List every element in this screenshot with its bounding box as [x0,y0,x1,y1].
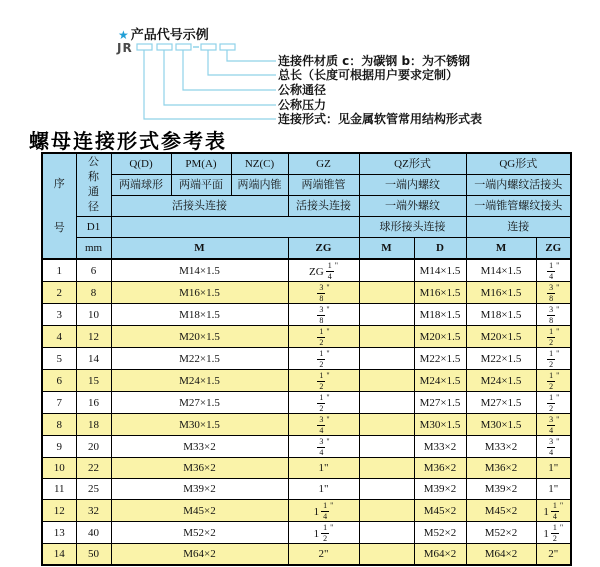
header-desc-nzc: 两端内锥 [231,175,288,196]
cell-m-thread: M33×2 [111,436,288,458]
cell-seq: 11 [42,479,76,500]
cell-qg-zg: $\frac{3}{8}$ " [536,282,571,304]
cell-qz-m [359,370,414,392]
cell-m-thread: M27×1.5 [111,392,288,414]
cell-qz-d: M16×1.5 [414,282,466,304]
cell-qg-zg: 2" [536,544,571,566]
table-row [42,259,571,282]
cell-qz-m [359,436,414,458]
cell-qg-zg: $\frac{3}{4}$ " [536,436,571,458]
cell-qz-m [359,544,414,566]
nut-connection-reference-table [41,152,572,566]
cell-qg-zg: $\frac{1}{2}$ " [536,370,571,392]
cell-dn-mm: 12 [76,326,111,348]
cell-qz-m [359,282,414,304]
cell-qg-m: M24×1.5 [466,370,536,392]
header-col-qg-m: M [466,238,536,260]
code-label-pressure: 公称压力 [278,98,327,112]
cell-qz-d: M52×2 [414,522,466,544]
header-desc-qg: 一端内螺纹活接头 [466,175,571,196]
header-d1: D1 [76,217,111,238]
cell-gz-zg: $\frac{1}{2}$ " [288,392,359,414]
header-form-qz: QZ形式 [359,153,466,175]
cell-dn-mm: 25 [76,479,111,500]
cell-dn-mm: 16 [76,392,111,414]
cell-m-thread: M24×1.5 [111,370,288,392]
cell-qz-d: M36×2 [414,458,466,479]
cell-seq: 14 [42,544,76,566]
cell-qz-d: M33×2 [414,436,466,458]
cell-dn-mm: 15 [76,370,111,392]
cell-seq: 2 [42,282,76,304]
cell-qg-m: M18×1.5 [466,304,536,326]
table-header [42,153,571,259]
cell-seq: 9 [42,436,76,458]
cell-qz-d: M64×2 [414,544,466,566]
cell-m-thread: M39×2 [111,479,288,500]
header-form-gz: GZ [288,153,359,175]
cell-qg-m: M52×2 [466,522,536,544]
cell-seq: 10 [42,458,76,479]
cell-gz-zg: $\frac{3}{8}$ " [288,282,359,304]
code-box [157,44,172,50]
cell-dn-mm: 6 [76,259,111,282]
cell-gz-zg: 2" [288,544,359,566]
cell-qz-d: M14×1.5 [414,259,466,282]
table-row [42,392,571,414]
code-box [176,44,191,50]
header-col-qz-d: D [414,238,466,260]
cell-m-thread: M30×1.5 [111,414,288,436]
header-form-qg: QG形式 [466,153,571,175]
cell-qg-zg: $\frac{1}{2}$ " [536,392,571,414]
cell-seq: 1 [42,259,76,282]
connector-line [208,50,276,75]
header-form-qd: Q(D) [111,153,171,175]
cell-m-thread: M16×1.5 [111,282,288,304]
header-conn-qz: 一端外螺纹 [359,196,466,217]
code-label-diameter: 公称通径 [278,83,327,97]
cell-m-thread: M20×1.5 [111,326,288,348]
table-body [42,259,571,565]
cell-qz-m [359,414,414,436]
cell-seq: 12 [42,500,76,522]
table-row [42,370,571,392]
table-row [42,458,571,479]
header-empty-span [111,217,359,238]
cell-seq: 13 [42,522,76,544]
code-label-connection: 连接形式：见金属软管常用结构形式表 [278,112,483,126]
header-mm: mm [76,238,111,260]
cell-dn-mm: 40 [76,522,111,544]
cell-m-thread: M36×2 [111,458,288,479]
cell-qz-m [359,348,414,370]
table-row [42,414,571,436]
cell-qz-d: M45×2 [414,500,466,522]
cell-qg-m: M22×1.5 [466,348,536,370]
cell-qz-m [359,392,414,414]
cell-gz-zg: 1" [288,479,359,500]
cell-qz-m [359,500,414,522]
cell-gz-zg: $\frac{3}{4}$ " [288,436,359,458]
cell-qg-m: M33×2 [466,436,536,458]
header-nominal-diameter: 公称通径 [76,153,111,217]
header-desc-qz: 一端内螺纹 [359,175,466,196]
cell-qg-zg: $\frac{1}{4}$ " [536,259,571,282]
header-col-qg-zg: ZG [536,238,571,260]
code-box [220,44,235,50]
header-col-zg: ZG [288,238,359,260]
cell-qz-d: M27×1.5 [414,392,466,414]
cell-m-thread: M45×2 [111,500,288,522]
cell-dn-mm: 14 [76,348,111,370]
table-row [42,522,571,544]
cell-seq: 5 [42,348,76,370]
cell-gz-zg: $\frac{1}{2}$ " [288,326,359,348]
cell-m-thread: M18×1.5 [111,304,288,326]
diagram-title: 产品代号示例 [130,28,209,43]
cell-qg-m: M30×1.5 [466,414,536,436]
cell-qg-zg: 1 $\frac{1}{2}$ " [536,522,571,544]
cell-qg-zg: $\frac{1}{2}$ " [536,348,571,370]
cell-qz-d: M39×2 [414,479,466,500]
cell-seq: 4 [42,326,76,348]
code-label-material: 连接件材质 c：为碳钢 b：为不锈钢 [278,54,471,68]
cell-dn-mm: 20 [76,436,111,458]
cell-gz-zg: $\frac{3}{4}$ " [288,414,359,436]
cell-qz-m [359,326,414,348]
cell-gz-zg: 1 $\frac{1}{4}$ " [288,500,359,522]
connector-line [227,50,276,61]
cell-qg-zg: 1" [536,479,571,500]
table-row [42,304,571,326]
cell-qz-d: M24×1.5 [414,370,466,392]
cell-qg-m: M20×1.5 [466,326,536,348]
cell-dn-mm: 50 [76,544,111,566]
cell-seq: 6 [42,370,76,392]
cell-qg-m: M27×1.5 [466,392,536,414]
cell-qg-m: M14×1.5 [466,259,536,282]
cell-qg-m: M16×1.5 [466,282,536,304]
cell-m-thread: M64×2 [111,544,288,566]
cell-m-thread: M22×1.5 [111,348,288,370]
cell-qg-m: M64×2 [466,544,536,566]
table-row [42,282,571,304]
cell-qz-m [359,304,414,326]
connector-line [183,50,276,90]
cell-seq: 7 [42,392,76,414]
table-row [42,348,571,370]
cell-qg-m: M39×2 [466,479,536,500]
cell-gz-zg: $\frac{1}{2}$ " [288,348,359,370]
cell-qg-zg: $\frac{1}{2}$ " [536,326,571,348]
star-icon: ★ [118,28,129,42]
product-code-prefix: JR [117,41,133,55]
header-conn-union: 活接头连接 [111,196,288,217]
cell-gz-zg: $\frac{3}{8}$ " [288,304,359,326]
cell-gz-zg: 1 $\frac{1}{2}$ " [288,522,359,544]
cell-m-thread: M52×2 [111,522,288,544]
header-ball-joint: 球形接头连接 [359,217,466,238]
code-label-length: 总长（长度可根据用户要求定制） [278,68,459,82]
cell-qz-d: M18×1.5 [414,304,466,326]
cell-qz-d: M30×1.5 [414,414,466,436]
cell-qz-m [359,259,414,282]
cell-dn-mm: 10 [76,304,111,326]
cell-qg-zg: $\frac{3}{4}$ " [536,414,571,436]
code-box [201,44,216,50]
connector-line [164,50,276,105]
cell-gz-zg: ZG $\frac{1}{4}$ " [288,259,359,282]
cell-dn-mm: 18 [76,414,111,436]
cell-qz-d: M22×1.5 [414,348,466,370]
header-desc-qd: 两端球形 [111,175,171,196]
header-conn-qg: 一端锥管螺纹接头 [466,196,571,217]
header-desc-pma: 两端平面 [171,175,231,196]
table-row [42,436,571,458]
header-seq: 序号 [42,153,76,259]
cell-qg-m: M36×2 [466,458,536,479]
cell-qg-zg: $\frac{3}{8}$ " [536,304,571,326]
table-title: 螺母连接形式参考表 [29,129,227,153]
cell-qz-m [359,458,414,479]
header-col-qz-m: M [359,238,414,260]
cell-gz-zg: 1" [288,458,359,479]
cell-seq: 3 [42,304,76,326]
cell-qz-m [359,522,414,544]
code-box [137,44,152,50]
header-form-nzc: NZ(C) [231,153,288,175]
cell-dn-mm: 8 [76,282,111,304]
cell-qg-zg: 1 $\frac{1}{4}$ " [536,500,571,522]
cell-qg-zg: 1" [536,458,571,479]
table-row [42,500,571,522]
cell-dn-mm: 32 [76,500,111,522]
cell-seq: 8 [42,414,76,436]
cell-qz-d: M20×1.5 [414,326,466,348]
header-conn-gz: 活接头连接 [288,196,359,217]
cell-qz-m [359,479,414,500]
header-connect: 连接 [466,217,571,238]
table-row [42,326,571,348]
header-col-m: M [111,238,288,260]
cell-gz-zg: $\frac{1}{2}$ " [288,370,359,392]
cell-m-thread: M14×1.5 [111,259,288,282]
table-row [42,479,571,500]
table-row [42,544,571,566]
cell-dn-mm: 22 [76,458,111,479]
header-desc-gz: 两端锥管 [288,175,359,196]
header-form-pma: PM(A) [171,153,231,175]
cell-qg-m: M45×2 [466,500,536,522]
